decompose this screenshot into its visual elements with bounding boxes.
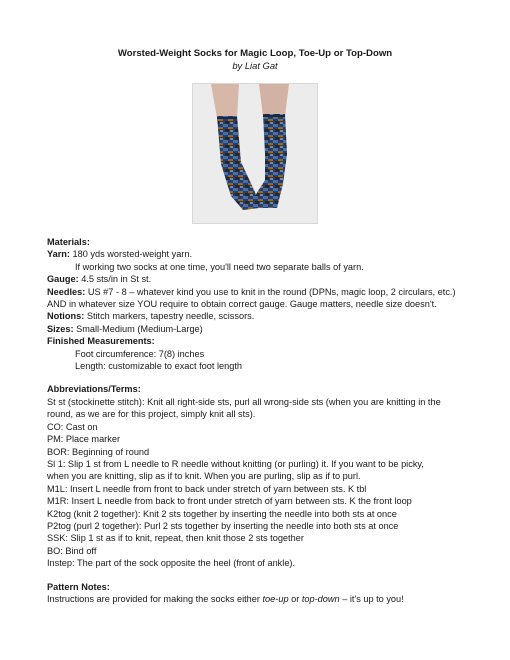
page-title: Worsted-Weight Socks for Magic Loop, Toe-Up or Top-Down <box>117 48 393 59</box>
foot-circumference: Foot circumference: 7(8) inches <box>75 348 205 359</box>
foot-length: Length: customizable to exact foot length <box>75 361 243 372</box>
abbrev-line: M1L: Insert L needle from front to back under stretch of yarn between sts. K tbl <box>47 483 367 494</box>
abbrev-heading: Abbreviations/Terms: <box>47 384 141 395</box>
abbrev-line: Instep: The part of the sock opposite the heel (front of ankle). <box>47 558 296 569</box>
notes-heading: Pattern Notes: <box>47 581 110 592</box>
materials-heading: Materials: <box>47 237 90 247</box>
finished-heading: Finished Measurements: <box>47 336 155 347</box>
yarn-note: If working two socks at one time, you'll need two separate balls of yarn. <box>75 261 364 272</box>
abbrev-line: P2tog (purl 2 together): Purl 2 sts together by inserting the needle into both sts at once <box>47 520 399 531</box>
socks-photo <box>192 83 318 224</box>
notions-line: Notions: Stitch markers, tapestry needle, scissors. <box>47 311 255 322</box>
needles-line: Needles: US #7 - 8 – whatever kind you use to knit in the round (DPNs, magic loop, 2 circulars, etc.) <box>47 286 456 297</box>
author-byline: by Liat Gat <box>232 60 278 71</box>
pattern-body <box>47 236 467 605</box>
notes-text: Instructions are provided for making the socks either toe-up or top-down – it's up to you! <box>47 593 404 604</box>
socks-photo-icon <box>193 84 317 223</box>
abbrev-line: Sl 1: Slip 1 st from L needle to R needle without knitting (or purling) it. If you want to be picky, <box>47 458 424 469</box>
abbrev-line: BO: Bind off <box>47 545 97 556</box>
needles-line-2: AND in whatever size YOU require to obtain correct gauge. Gauge matters, needle size doesn't. <box>47 299 437 310</box>
abbrev-line: M1R: Insert L needle from back to front under stretch of yarn between sts. K the front loop <box>47 496 412 507</box>
abbrev-line: BOR: Beginning of round <box>47 446 150 457</box>
abbrev-line: round, as we are for this project, simply knit all sts). <box>47 409 256 420</box>
abbrev-line: CO: Cast on <box>47 421 98 432</box>
abbrev-line: SSK: Slip 1 st as if to knit, repeat, then knit those 2 sts together <box>47 533 304 544</box>
abbrev-line: when you are knitting, slip as if to knit. When you are purling, slip as if to purl. <box>47 471 361 482</box>
sizes-line: Sizes: Small-Medium (Medium-Large) <box>47 323 203 334</box>
abbrev-line: St st (stockinette stitch): Knit all right-side sts, purl all wrong-side sts (when you are knitting in the <box>47 396 441 407</box>
abbrev-line: PM: Place marker <box>47 434 121 445</box>
gauge-line: Gauge: 4.5 sts/in in St st. <box>47 274 152 285</box>
abbrev-line: K2tog (knit 2 together): Knit 2 sts together by inserting the needle into both sts at once <box>47 508 397 519</box>
yarn-line: Yarn: 180 yds worsted-weight yarn. <box>47 249 193 260</box>
